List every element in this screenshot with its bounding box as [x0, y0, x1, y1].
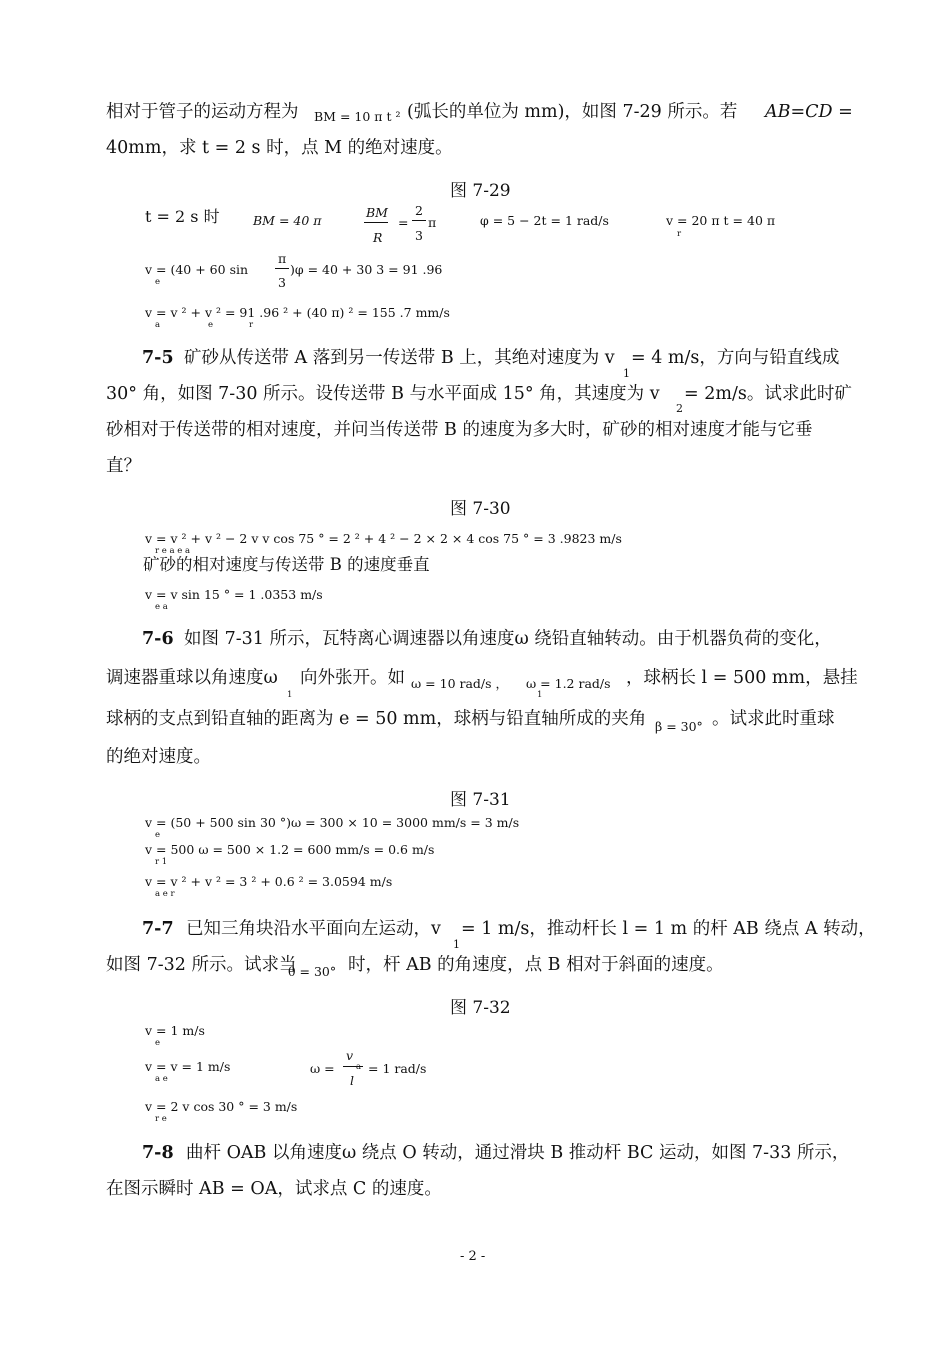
- fraction-bar: [343, 1066, 363, 1067]
- formula-note: 矿砂的相对速度与传送带 B 的速度垂直: [143, 555, 430, 574]
- subscript: r 1: [155, 857, 168, 867]
- problem-text-line: 30° 角，如图 7-30 所示。设传送带 B 与水平面成 15° 角，其速度为 v: [106, 384, 660, 404]
- subscript: 1: [453, 938, 460, 951]
- problem-text-line: 的绝对速度。: [106, 747, 211, 767]
- fraction-bar: [275, 268, 289, 269]
- problem-text-line: 向外张开。如: [300, 668, 405, 688]
- subscript: a: [356, 1062, 362, 1072]
- fraction-numerator: π: [278, 251, 287, 266]
- formula: v = 2 v cos 30 ° = 3 m/s: [145, 1099, 298, 1114]
- formula: v = v ² + v ² = 3 ² + 0.6 ² = 3.0594 m/s: [145, 874, 393, 889]
- subscript: e: [155, 830, 161, 840]
- subscript: 1: [287, 690, 293, 700]
- problem-text-line: 时，杆 AB 的角速度，点 B 相对于斜面的速度。: [348, 955, 724, 975]
- formula: = 1 rad/s: [368, 1061, 427, 1076]
- fraction-numerator: v: [346, 1048, 354, 1063]
- subscript: a e: [155, 1074, 168, 1084]
- formula-inline: θ = 30°: [288, 964, 337, 979]
- figure-caption: 图 7-30: [450, 499, 511, 519]
- fraction-bar: [412, 220, 426, 221]
- problem-text-line: = 4 m/s，方向与铅直线成: [631, 348, 840, 368]
- fraction-denominator: 3: [278, 275, 286, 290]
- formula: φ = 5 − 2t = 1 rad/s: [480, 213, 609, 228]
- subscript: e a: [155, 602, 168, 612]
- formula: v = 20 π t = 40 π: [666, 213, 776, 228]
- formula: v = v = 1 m/s: [145, 1059, 231, 1074]
- formula-inline: ω = 1.2 rad/s: [526, 676, 611, 691]
- formula: v = 500 ω = 500 × 1.2 = 600 mm/s = 0.6 m/s: [145, 842, 435, 857]
- formula: ω =: [310, 1061, 335, 1076]
- fraction-denominator: l: [350, 1073, 354, 1088]
- problem-text-line: 球柄的支点到铅直轴的距离为 e = 50 mm，球柄与铅直轴所成的夹角: [106, 709, 647, 729]
- formula: v = v ² + v ² − 2 v v cos 75 ° = 2 ² + 4 ² − 2 × 2 × 4 cos 75 ° = 3 .9823 m/s: [145, 531, 622, 546]
- formula: v = v sin 15 ° = 1 .0353 m/s: [145, 587, 323, 602]
- subscript: r: [249, 320, 254, 330]
- formula: v = (40 + 60 sin: [145, 262, 249, 277]
- subscript: a: [155, 320, 161, 330]
- problem-text-line: = 1 m/s，推动杆长 l = 1 m 的杆 AB 绕点 A 转动，: [461, 919, 876, 939]
- problem-text-line: 已知三角块沿水平面向左运动，v: [186, 919, 441, 939]
- subscript: r e a e a: [155, 546, 191, 556]
- problem-number: 7-8: [142, 1143, 174, 1163]
- subscript: 2: [676, 402, 683, 415]
- formula: v = (50 + 500 sin 30 °)ω = 300 × 10 = 3000 mm/s = 3 m/s: [145, 815, 520, 830]
- problem-text-line: = 2m/s。试求此时矿: [684, 384, 852, 404]
- formula-inline: BM = 10 π t ²: [314, 109, 401, 124]
- figure-caption: 图 7-32: [450, 998, 511, 1018]
- problem-text-line: AB=CD =: [765, 102, 853, 122]
- problem-number: 7-5: [142, 348, 174, 368]
- problem-text-line: 40mm，求 t = 2 s 时，点 M 的绝对速度。: [106, 138, 453, 158]
- problem-text-line: 调速器重球以角速度ω: [106, 668, 278, 688]
- subscript: 1: [537, 690, 543, 700]
- problem-text-line: [106, 104, 299, 121]
- fraction-denominator: 3: [415, 228, 423, 243]
- problem-text-line: 如图 7-32 所示。试求当: [106, 955, 297, 975]
- problem-text-line: 在图示瞬时 AB = OA，试求点 C 的速度。: [106, 1179, 442, 1199]
- text-span: 相对于管子的运动方程为: [106, 102, 299, 122]
- fraction-numerator: 2: [415, 203, 423, 218]
- formula: v = 1 m/s: [145, 1023, 205, 1038]
- problem-text-line: 曲杆 OAB 以角速度ω 绕点 O 转动，通过滑块 B 推动杆 BC 运动，如图 7-33 所示，: [186, 1143, 850, 1163]
- problem-text-line: 直？: [106, 456, 141, 476]
- subscript: e: [155, 1038, 161, 1048]
- formula-lead: t = 2 s 时: [145, 207, 220, 226]
- formula: )φ = 40 + 30 3 = 91 .96: [290, 262, 443, 277]
- figure-caption: 图 7-31: [450, 790, 511, 810]
- formula-inline: ω = 10 rad/s ，: [411, 676, 509, 691]
- problem-text-line: 矿砂从传送带 A 落到另一传送带 B 上，其绝对速度为 v: [184, 348, 615, 368]
- problem-text-line: (弧长的单位为 mm)，如图 7-29 所示。若: [407, 102, 738, 122]
- problem-number: 7-7: [142, 919, 174, 939]
- problem-number: 7-6: [142, 629, 174, 649]
- subscript: e: [208, 320, 214, 330]
- formula: v = v ² + v ² = 91 .96 ² + (40 π) ² = 155 .7 mm/s: [145, 305, 450, 320]
- problem-text-line: ，球柄长 l = 500 mm，悬挂: [626, 668, 858, 688]
- formula: BM = 40 π: [253, 213, 322, 228]
- page-number: - 2 -: [460, 1249, 486, 1264]
- fraction-numerator: BM: [366, 205, 388, 220]
- problem-text-line: 如图 7-31 所示，瓦特离心调速器以角速度ω 绕铅直轴转动。由于机器负荷的变化，: [184, 629, 832, 649]
- figure-caption: 图 7-29: [450, 181, 511, 201]
- problem-text-line: 。试求此时重球: [712, 709, 835, 729]
- formula-inline: β = 30°: [655, 719, 703, 734]
- subscript: r: [677, 229, 682, 239]
- subscript: r e: [155, 1114, 167, 1124]
- subscript: a e r: [155, 889, 175, 899]
- problem-text-line: 砂相对于传送带的相对速度，并问当传送带 B 的速度为多大时，矿砂的相对速度才能与它垂: [106, 420, 813, 440]
- fraction-denominator: R: [373, 230, 383, 245]
- subscript: 1: [623, 367, 630, 380]
- fraction-bar: [364, 222, 388, 223]
- formula: π: [428, 215, 437, 230]
- formula: =: [398, 215, 409, 230]
- subscript: e: [155, 277, 161, 287]
